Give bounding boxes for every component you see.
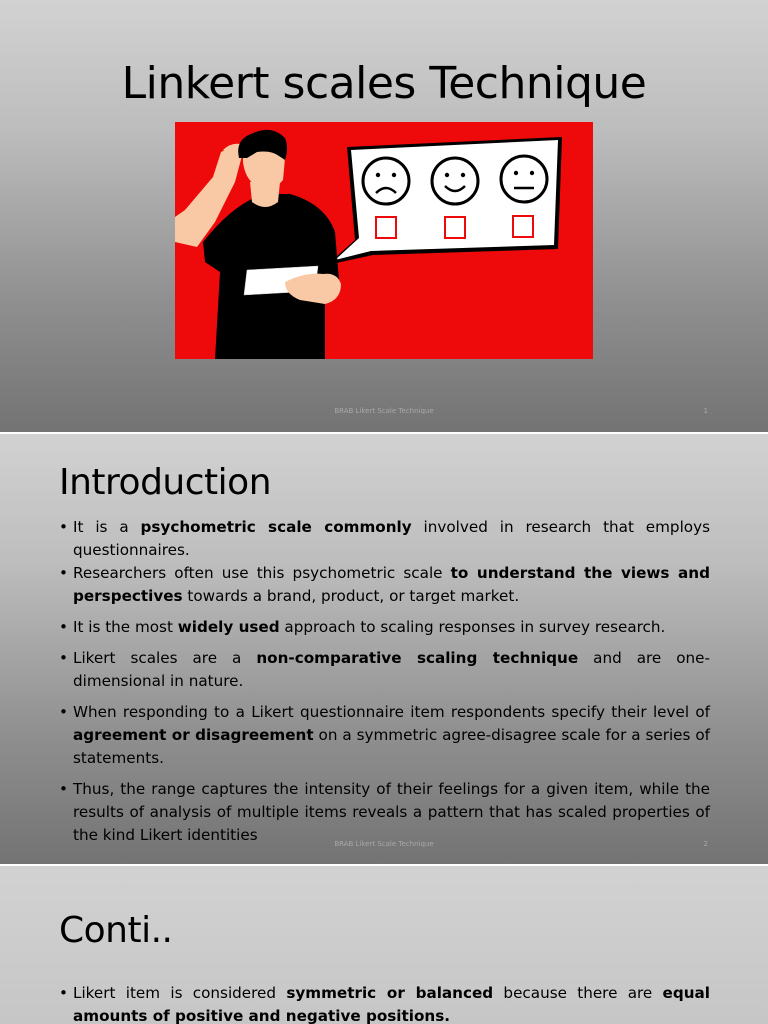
bullet-bold-text: symmetric or balanced xyxy=(286,984,494,1002)
checkbox-icon xyxy=(376,217,396,238)
bullet-bold-text: agreement or disagreement xyxy=(73,726,314,744)
bullet-item xyxy=(59,562,710,608)
bullet-text: Likert scales are a xyxy=(73,649,257,667)
bullet-item xyxy=(59,982,710,1024)
bullet-item xyxy=(59,647,710,693)
bullet-text: Likert item is considered xyxy=(73,984,287,1002)
bullet-text: approach to scaling responses in survey research. xyxy=(279,618,666,636)
slide-1 xyxy=(0,0,768,432)
bullet-bold-text: psychometric scale commonly xyxy=(140,518,412,536)
bullet-bold-text: non-comparative scaling technique xyxy=(256,649,579,667)
checkbox-icon xyxy=(445,217,465,238)
neutral-face-icon xyxy=(501,156,547,202)
bullet-text: Thus, the range captures the intensity of their feelings for a given item, while the results of analysis of multiple items reveals a pattern that has scaled properties of the kind Likert identities xyxy=(73,780,710,844)
slide-1-footer: BRAB Likert Scale Technique xyxy=(334,407,434,415)
bullet-item xyxy=(59,616,710,639)
bullet-text: and are one-dimensional in nature. xyxy=(73,649,710,690)
slide-3-title: Conti.. xyxy=(59,910,173,951)
bullet-item xyxy=(59,778,710,847)
checkbox-icon xyxy=(513,216,533,237)
slide-2-page-number: 2 xyxy=(703,840,708,848)
bullet-text: It is the most xyxy=(73,618,178,636)
bullet-text: because there are xyxy=(493,984,663,1002)
bullet-text: Researchers often use this psychometric scale xyxy=(73,564,451,582)
bullet-text: When responding to a Likert questionnaire item respondents specify their level of xyxy=(73,703,710,721)
slide-2-bullet-list xyxy=(59,516,710,855)
person-reading-icon xyxy=(175,130,341,359)
bullet-bold-text: widely used xyxy=(177,618,280,636)
bullet-bold-text: to understand the views and perspectives xyxy=(73,564,710,605)
slide-1-page-number: 1 xyxy=(703,407,708,415)
bullet-text: towards a brand, product, or target market. xyxy=(182,587,520,605)
bullet-bold-text: equal amounts of positive and negative positions. xyxy=(73,984,710,1024)
slide-2-title: Introduction xyxy=(59,462,272,503)
slide-2 xyxy=(0,434,768,864)
bullet-text: It is a xyxy=(73,518,141,536)
sad-face-icon xyxy=(363,158,409,204)
smile-face-icon xyxy=(432,158,478,204)
bullet-text: on a symmetric agree-disagree scale for a series of statements. xyxy=(73,726,710,767)
slide-1-title: Linkert scales Technique xyxy=(121,58,647,109)
slide-2-footer: BRAB Likert Scale Technique xyxy=(334,840,434,848)
slide-3 xyxy=(0,866,768,1024)
bullet-item xyxy=(59,516,710,562)
bullet-item xyxy=(59,701,710,770)
likert-illustration xyxy=(175,122,593,359)
slide-3-bullet-list xyxy=(59,982,710,1024)
bullet-text: involved in research that employs questionnaires. xyxy=(73,518,710,559)
